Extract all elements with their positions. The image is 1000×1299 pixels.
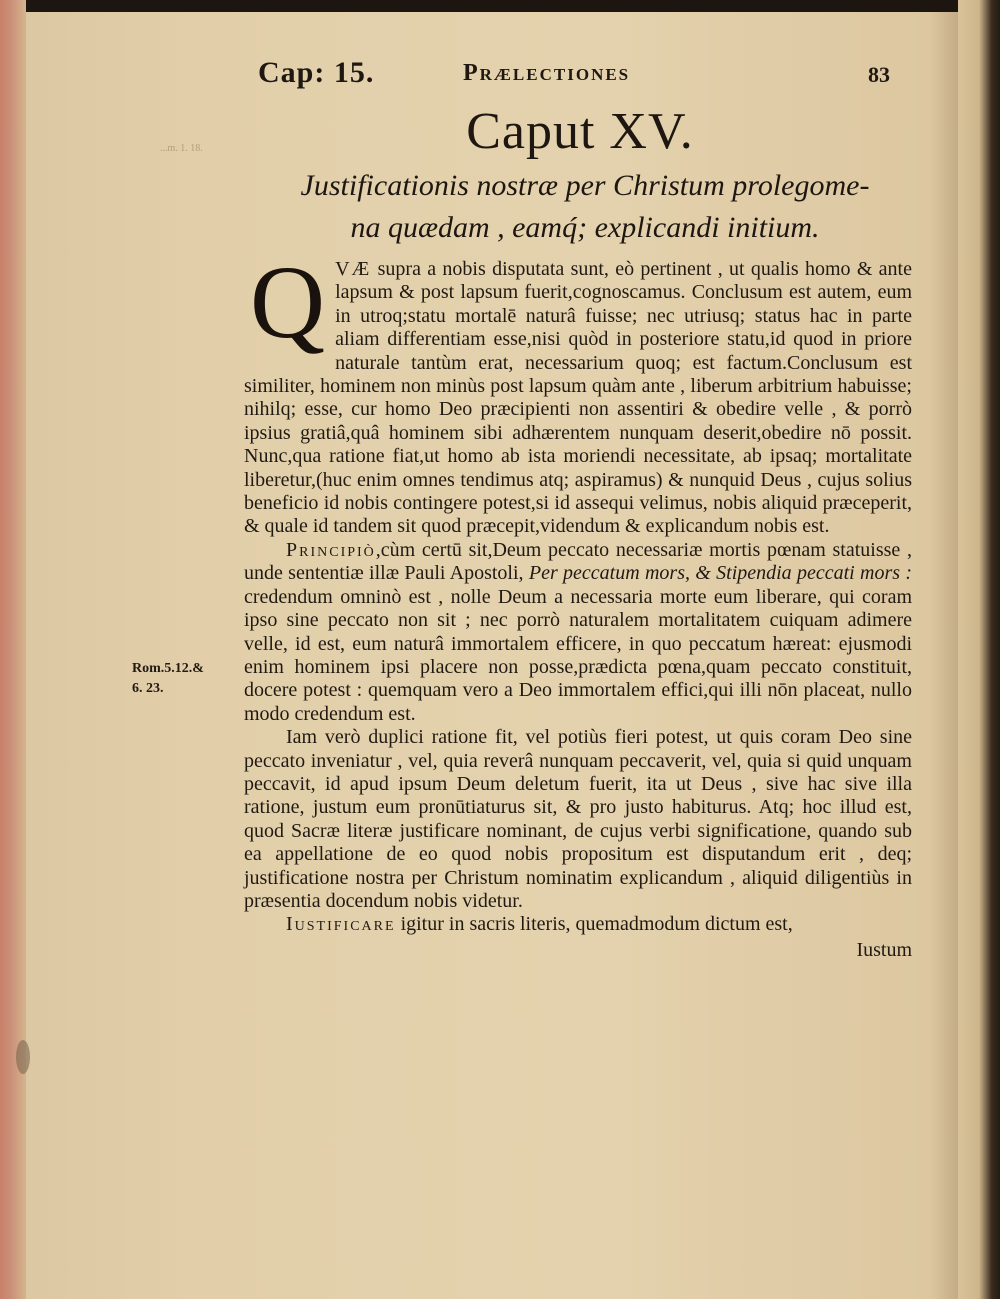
- paragraph-4-text: igitur in sacris literis, quemadmodum dictum est,: [400, 913, 793, 936]
- chapter-subtitle: [250, 165, 920, 249]
- paragraph-1-text: supra a nobis disputata sunt, eò pertinent , ut qualis homo & ante lapsum & post lapsum fuerit,cognoscamus. Conclusum est autem, eum in utroq;statu mortalē naturâ fuisse; nec utriusq; status hac in parte aliam differentiam esse,nisi quòd in posteriore statu,id quod in priore naturale tantùm erat, necessarium quoq; est factum.Conclusum est similiter, hominem non minùs post lapsum quàm ante , liberum arbitrium habuisse; nihilq; esse, cur homo Deo præcipienti non assentiri & obedire velle , & porrò ipsius gratiâ,quâ hominem sibi adhærentem nunquam deserit,obedire nō possit. Nunc,qua ratione fiat,ut homo ab ista moriendi necessitate, ab ipsaq; mortalitate liberetur,(huc enim omnes tendimus atq; aspiramus) & nunquid Deus , cujus solius beneficio id nobis contingere potest,si id assequi velimus, nobis aliquid præceperit, & quale id tandem sit quod præcepit,videndum & explicandum nobis est.: [244, 258, 912, 538]
- paragraph-3: Iam verò duplici ratione fit, vel potiùs fieri potest, ut quis coram Deo sine peccato inveniatur , vel, quia reverâ nunquam peccaverit, vel, quia si quid unquam peccavit, id apud ipsum Deum deletum fuerit, ita ut Deus , sive hac sive illa ratione, justum eum pronūtiaturus sit, & pro justo habiturus. Atq; hoc illud est, quod Sacræ literæ justificare nominant, de cujus verbi significatione, quando sub ea appellatione de eo quod nobis propositum est disputandum erit , deq; justificatione nostra per Christum nominatim explicandum , aliquid diligentiùs in præsentia docendum nobis videtur.: [244, 726, 912, 912]
- paragraph-1: [244, 245, 912, 539]
- margin-reference-line-2: 6. 23.: [132, 681, 164, 696]
- margin-reference-line-1: Rom.5.12.&: [132, 661, 204, 676]
- paragraph-4-opening: Iustificare: [286, 913, 396, 936]
- top-shadow: [0, 0, 1000, 12]
- drop-cap: Q: [250, 245, 326, 360]
- binding-mark: [16, 1040, 30, 1074]
- paragraph-1-opening: VÆ: [335, 258, 372, 280]
- chapter-title: Caput XV.: [466, 103, 694, 160]
- running-header: [258, 52, 898, 92]
- paragraph-2-opening: Principiò: [286, 538, 376, 561]
- paragraph-2: [244, 539, 912, 726]
- body-text: [244, 245, 912, 962]
- right-page-edge: [958, 0, 1000, 1299]
- paragraph-2-quote: Per peccatum mors, & Stipendia peccati mors :: [528, 562, 912, 585]
- paragraph-4: [244, 913, 912, 936]
- subtitle-line-1: Justificationis nostræ per Christum prolegome-: [300, 169, 870, 202]
- page-number: 83: [868, 62, 890, 87]
- faint-side-note: ...m. 1. 18.: [160, 143, 203, 154]
- left-gutter-edge: [0, 0, 26, 1299]
- margin-reference: [132, 659, 232, 699]
- subtitle-line-2: na quædam , eamq́; explicandi initium.: [350, 211, 820, 244]
- catchword: Iustum: [856, 938, 912, 961]
- paragraph-2-text-b: credendum omninò est , nolle Deum a necessaria morte eum liberare, qui coram ipso sine peccato non sit ; nec porrò naturalem mortalitatem cuiquam adimere velle, id est, eum naturâ immortalem efficere, in quo peccatum hæreat: ejusmodi enim hominem ipsi placere non posse,prædicta pœna,quam peccato constituit, docere potest : quemquam vero a Deo immortalem effici,qui illi nōn placeat, nullo modo credendum est.: [244, 585, 912, 725]
- running-head-title: Prælectiones: [463, 60, 631, 86]
- paragraph-2-text-a: ,cùm certū sit,Deum peccato necessariæ mortis pœnam statuisse , unde sententiæ illæ Pauli Apostoli,: [244, 538, 912, 585]
- running-head-chapter: Cap: 15.: [258, 56, 375, 89]
